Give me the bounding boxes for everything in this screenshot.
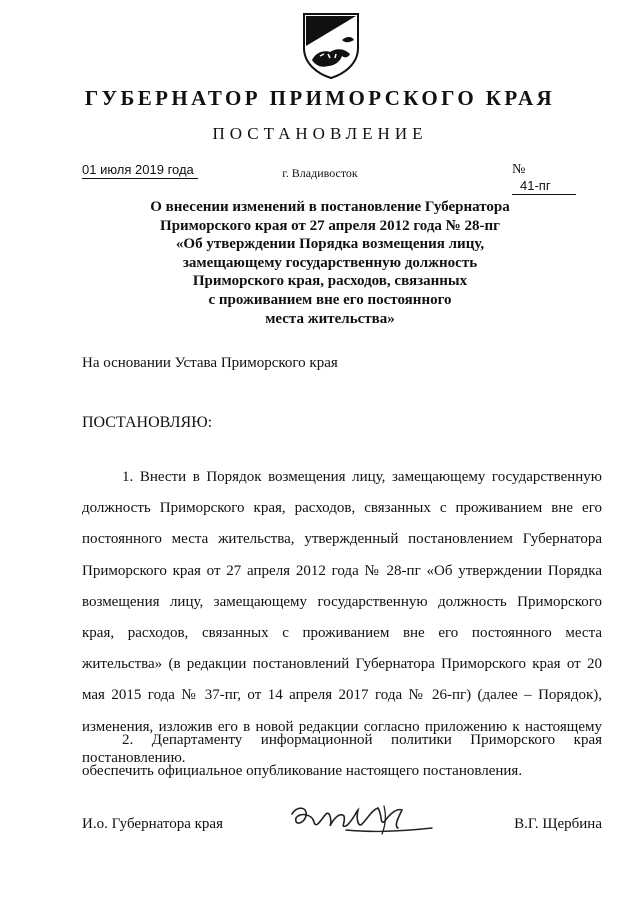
handwritten-signature [286,800,436,842]
document-city: г. Владивосток [282,166,358,180]
document-type: ПОСТАНОВЛЕНИЕ [212,124,428,143]
title-line: замещающему государственную должность [182,254,478,271]
title-line: «Об утверждении Порядка возмещения лицу, [175,236,485,253]
title-line: О внесении изменений в постановление Губернатора [150,199,510,215]
legal-basis: На основании Устава Приморского края [82,355,338,371]
paragraph-1: 1. Внести в Порядок возмещения лицу, замещающему государственную должность Приморского края, расходов, связанных с проживанием вне его постоянного места жительства, утвержденный постановлением Губернатора Приморского края от 27 апреля 2012 года № 28-пг «Об утверждении Порядка возмещения лицу, замещающему государственную должность Приморского края, расходов, связанных с проживанием вне его постоянного места жительства» (в редакции постановлений Губернатора Приморского края от 20 мая 2015 года № 37-пг, от 14 апреля 2017 года № 26-пг) (далее – Порядок), изменения, изложив его в новой редакции согласно приложению к настоящему постановлению. [82,469,602,766]
signatory-name: В.Г. Щербина [514,816,602,832]
document-date: 01 июля 2019 года [82,162,198,179]
title-line: с проживанием вне его постоянного [208,291,452,308]
document-title [120,198,540,328]
title-line: места жительства» [265,310,395,327]
resolve-heading: ПОСТАНОВЛЯЮ: [82,414,213,431]
signatory-position: И.о. Губернатора края [82,816,223,832]
paragraph-2: 2. Департаменту информационной политики Приморского края обеспечить официальное опубликование настоящего постановления. [82,732,602,780]
issuing-authority: ГУБЕРНАТОР ПРИМОРСКОГО КРАЯ [84,86,556,110]
title-line: Приморского края, расходов, связанных [192,273,468,290]
title-line: Приморского края от 27 апреля 2012 года № 28-пг [160,217,500,234]
coat-of-arms-emblem [298,10,364,80]
document-number [512,162,592,195]
number-prefix: № [512,162,526,177]
number-value: 41-пг [512,178,576,195]
